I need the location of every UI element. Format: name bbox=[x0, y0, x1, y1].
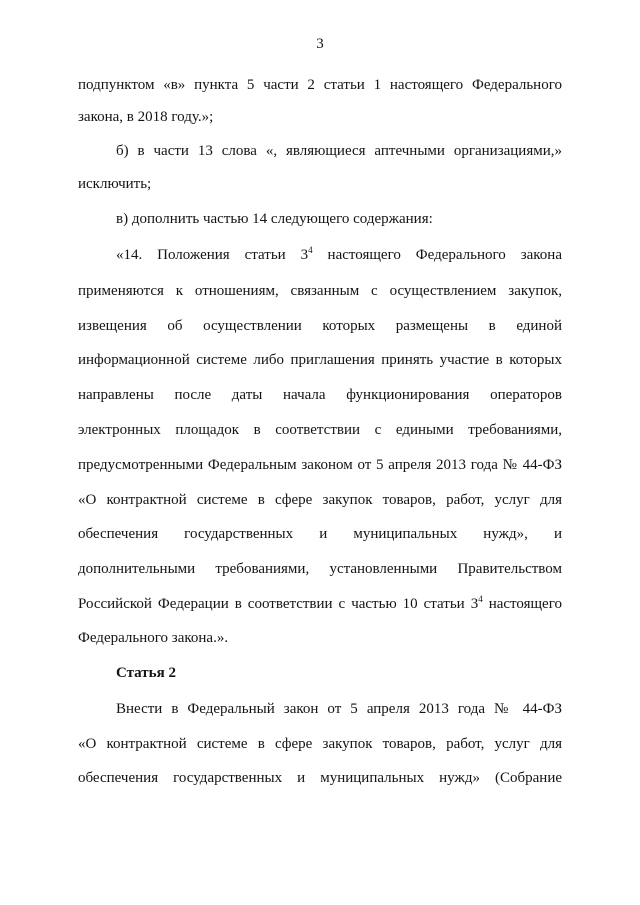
text-line bbox=[116, 246, 562, 264]
text-line: в) дополнить частью 14 следующего содержания: bbox=[116, 211, 433, 227]
text-line: дополнительными требованиями, установленными Правительством bbox=[78, 561, 562, 577]
text-line: предусмотренными Федеральным законом от 5 апреля 2013 года № 44-ФЗ bbox=[78, 457, 562, 473]
text-line: Федерального закона.». bbox=[78, 630, 229, 646]
text-fragment: «14. Положения статьи 3 bbox=[116, 247, 309, 263]
text-fragment: настоящего bbox=[482, 596, 562, 612]
text-line: электронных площадок в соответствии с едиными требованиями, bbox=[78, 422, 562, 438]
text-line: информационной системе либо приглашения принять участие в которых bbox=[78, 352, 562, 368]
text-fragment: Российской Федерации в соответствии с частью 10 статьи 3 bbox=[78, 596, 479, 612]
superscript: 4 bbox=[478, 594, 483, 604]
text-line: Внести в Федеральный закон от 5 апреля 2013 года № 44-ФЗ bbox=[116, 701, 562, 717]
section-heading: Статья 2 bbox=[116, 665, 176, 681]
text-line: направлены после даты начала функционирования операторов bbox=[78, 387, 562, 403]
text-line: применяются к отношениям, связанным с осуществлением закупок, bbox=[78, 283, 562, 299]
superscript: 4 bbox=[308, 245, 313, 255]
text-line: «О контрактной системе в сфере закупок товаров, работ, услуг для bbox=[78, 492, 562, 508]
text-line bbox=[78, 595, 562, 613]
text-fragment: настоящего Федерального закона bbox=[312, 247, 562, 263]
text-line: исключить; bbox=[78, 176, 152, 192]
text-line: закона, в 2018 году.»; bbox=[78, 109, 214, 125]
page-number: 3 bbox=[316, 36, 324, 52]
text-line: обеспечения государственных и муниципальных нужд», и bbox=[78, 526, 562, 542]
text-line: извещения об осуществлении которых размещены в единой bbox=[78, 318, 562, 334]
text-line: подпунктом «в» пункта 5 части 2 статьи 1 настоящего Федерального bbox=[78, 77, 562, 93]
text-line: обеспечения государственных и муниципальных нужд» (Собрание bbox=[78, 770, 562, 786]
text-line: «О контрактной системе в сфере закупок товаров, работ, услуг для bbox=[78, 736, 562, 752]
text-line: б) в части 13 слова «, являющиеся аптечными организациями,» bbox=[116, 143, 562, 159]
